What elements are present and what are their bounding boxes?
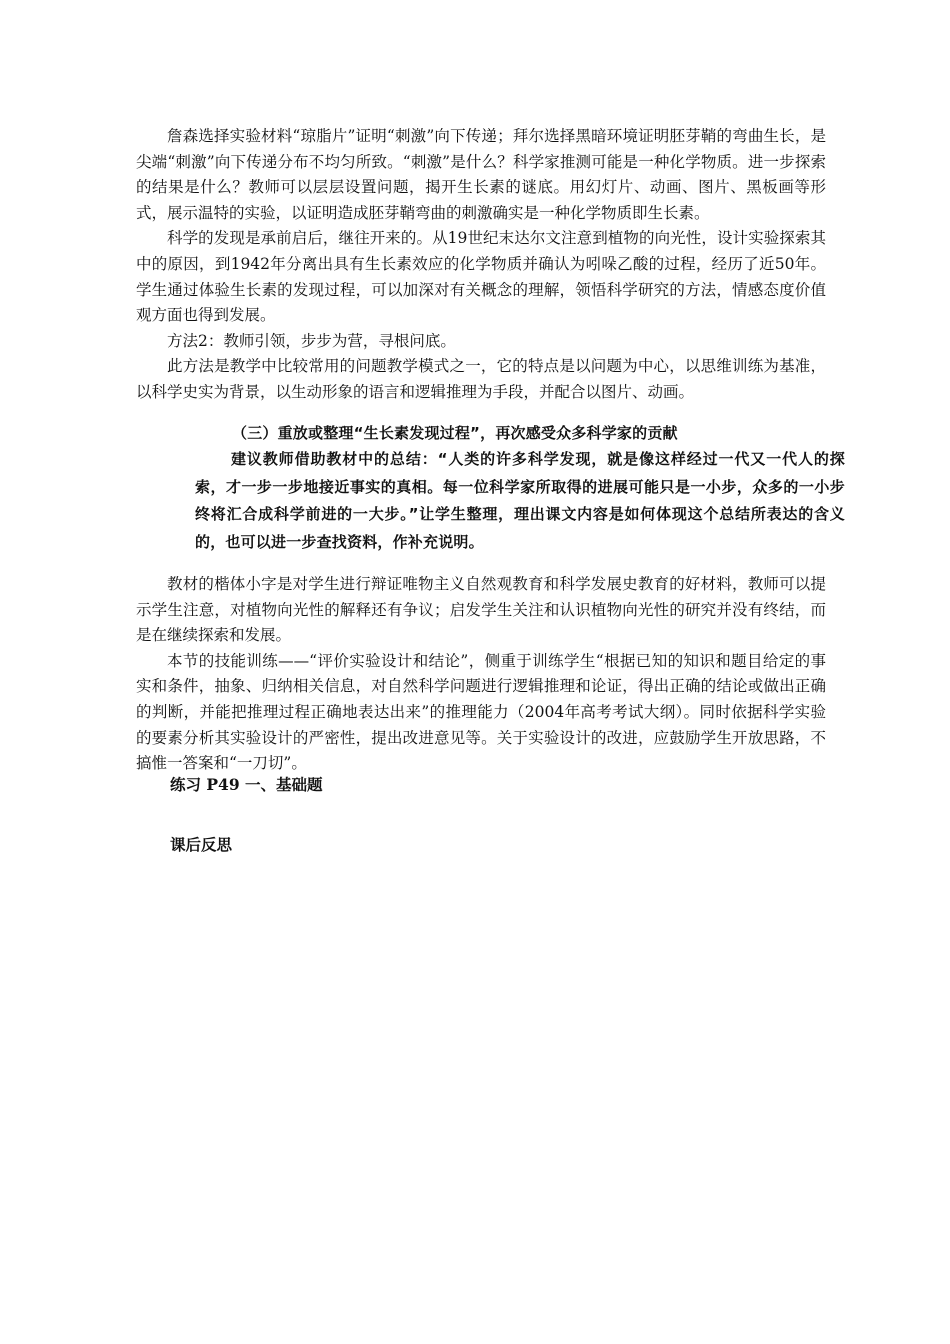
paragraph-method-2: 方法2：教师引领，步步为营，寻根问底。: [167, 331, 456, 350]
paragraph-skill-training: 本节的技能训练——“评价实验设计和结论”，侧重于训练学生“根据已知的知识和题目给定的事实和条件，抽象、归纳相关信息，对自然科学问题进行逻辑推理和论证，得出正确的结论或做出正确的判断，并能把推理过程正确地表达出来”的推理能力（2004年高考考试大纲）。同时依据科学实验的要素分析其实验设计的严密性，提出改进意见等。关于实验设计的改进，应鼓励学生开放思路，不搞惟一答案和“一刀切”。: [136, 651, 826, 773]
paragraph-experiment-materials: 詹森选择实验材料“琼脂片”证明“刺激”向下传递；拜尔选择黑暗环境证明胚芽鞘的弯曲生长，是尖端“刺激”向下传递分布不均匀所致。“刺激”是什么？科学家推测可能是一种化学物质。进一步探索的结果是什么？教师可以层层设置问题，揭开生长素的谜底。用幻灯片、动画、图片、黑板画等形式，展示温特的实验，以证明造成胚芽鞘弯曲的刺激确实是一种化学物质即生长素。: [136, 127, 826, 222]
body-text-bottom: [136, 572, 826, 777]
body-text-top: [136, 124, 826, 406]
quote-block: [195, 446, 845, 556]
section-heading: （三）重放或整理“生长素发现过程”，再次感受众多科学家的贡献: [232, 424, 678, 442]
paragraph-method-description: 此方法是教学中比较常用的问题教学模式之一，它的特点是以问题为中心，以思维训练为基准，以科学史实为背景，以生动形象的语言和逻辑推理为手段，并配合以图片、动画。: [136, 357, 826, 401]
paragraph-scientific-discovery: 科学的发现是承前启后，继往开来的。从19世纪末达尔文注意到植物的向光性，设计实验探索其中的原因，到1942年分离出具有生长素效应的化学物质并确认为吲哚乙酸的过程，经历了近50年。学生通过体验生长素的发现过程，可以加深对有关概念的理解，领悟科学研究的方法，情感态度价值观方面也得到发展。: [136, 229, 826, 325]
paragraph-textbook-notes: 教材的楷体小字是对学生进行辩证唯物主义自然观教育和科学发展史教育的好材料，教师可以提示学生注意，对植物向光性的解释还有争议；启发学生关注和认识植物向光性的研究并没有终结，而是在继续探索和发展。: [136, 575, 826, 645]
reflection-label: 课后反思: [170, 835, 233, 854]
practice-label: 练习 P49 一、基础题: [170, 775, 323, 794]
quote-text: 建议教师借助教材中的总结：“人类的许多科学发现，就是像这样经过一代又一代人的探索，才一步一步地接近事实的真相。每一位科学家所取得的进展可能只是一小步，众多的一小步终将汇合成科学前进的一大步。”让学生整理，理出课文内容是如何体现这个总结所表达的含义的，也可以进一步查找资料，作补充说明。: [195, 450, 845, 551]
